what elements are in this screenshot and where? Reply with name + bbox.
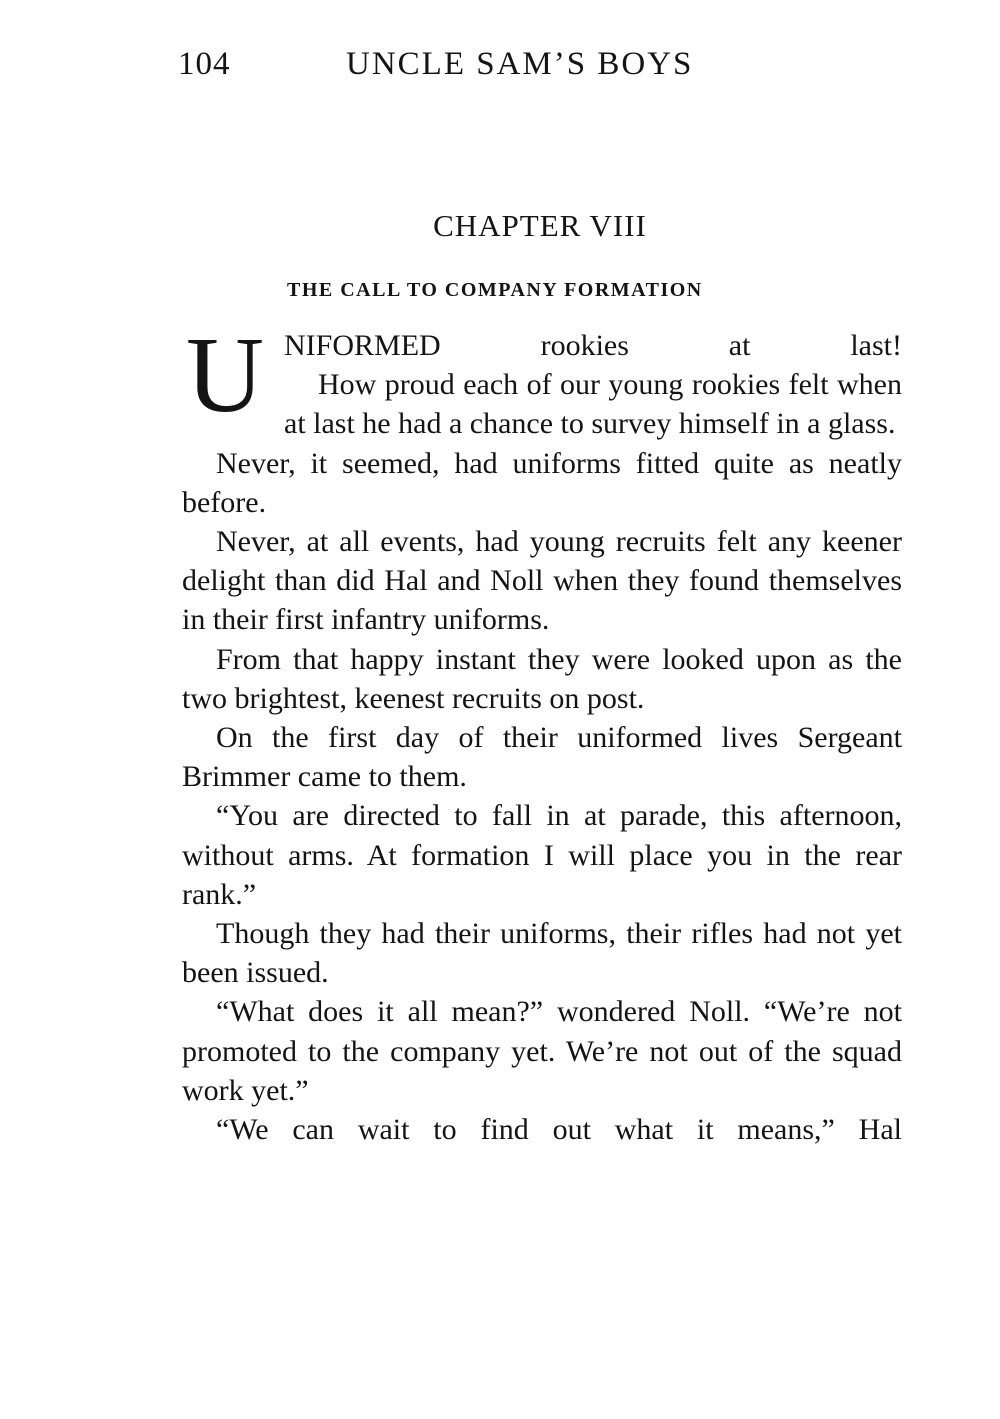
book-title: UNCLE SAM’S BOYS xyxy=(346,46,694,82)
drop-cap: U xyxy=(186,316,264,435)
paragraph-7: “You are directed to fall in at parade, this afternoon, without arms. At formation I will place you in the rear rank.” xyxy=(182,799,902,911)
paragraph-2: How proud each of our young rookies felt when at last he had a chance to survey himself in a glass. xyxy=(284,368,902,441)
chapter-title: CHAPTER VIII xyxy=(433,208,647,243)
chapter-subtitle: THE CALL TO COMPANY FORMATION xyxy=(287,279,703,301)
paragraph-3: Never, it seemed, had uniforms fitted quite as neatly before. xyxy=(182,446,902,519)
paragraph-9: “What does it all mean?” wondered Noll. “We’re not promoted to the company yet. We’re not out of the squad work yet.” xyxy=(182,995,902,1107)
running-head xyxy=(178,46,738,90)
paragraph-10: “We can wait to find out what it means,” Hal xyxy=(216,1113,902,1147)
chapter-body xyxy=(182,316,902,1149)
paragraph-5: From that happy instant they were looked upon as the two brightest, keenest recruits on post. xyxy=(182,642,902,715)
paragraph-8: Though they had their uniforms, their rifles had not yet been issued. xyxy=(182,917,902,990)
paragraph-1: NIFORMED rookies at last! xyxy=(284,329,902,362)
paragraph-4: Never, at all events, had young recruits felt any keener delight than did Hal and Noll when they found themselves in their first infantry uniforms. xyxy=(182,525,902,637)
paragraph-6: On the first day of their uniformed lives Sergeant Brimmer came to them. xyxy=(182,721,902,794)
page-number: 104 xyxy=(178,46,231,82)
